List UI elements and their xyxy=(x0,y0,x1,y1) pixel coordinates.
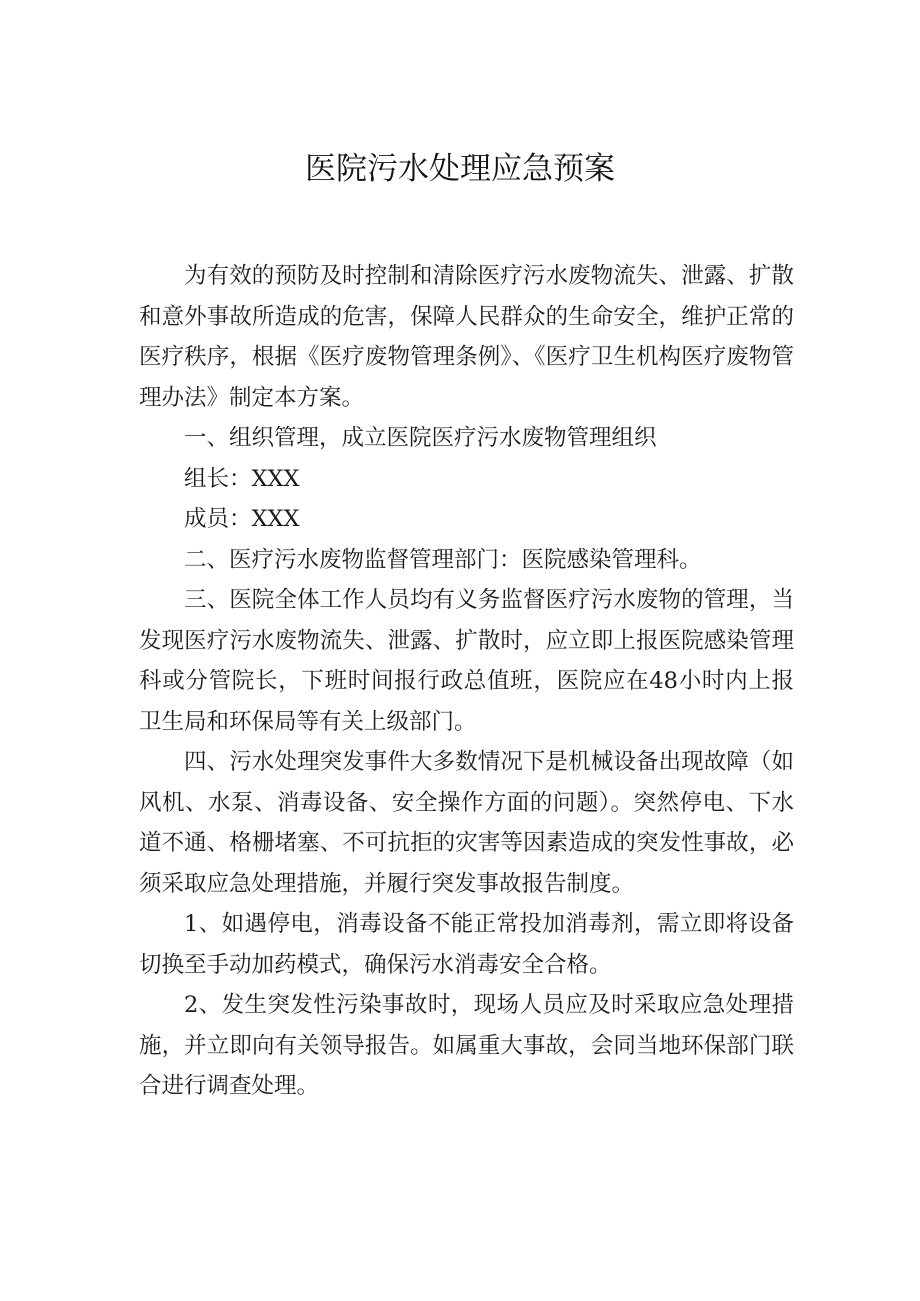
document-body xyxy=(139,256,794,1107)
paragraph-section-4: 四、污水处理突发事件大多数情况下是机械设备出现故障（如风机、水泵、消毒设备、安全操作方面的问题）。突然停电、下水道不通、格栅堵塞、不可抗拒的灾害等因素造成的突发性事故，必须采取应急处理措施，并履行突发事故报告制度。 xyxy=(139,749,794,897)
paragraph-item-2: 2、发生突发性污染事故时，现场人员应及时采取应急处理措施，并立即向有关领导报告。如属重大事故，会同当地环保部门联合进行调查处理。 xyxy=(139,992,794,1099)
paragraph-group-members: 成员：XXX xyxy=(184,506,300,532)
paragraph-group-leader: 组长：XXX xyxy=(184,465,300,492)
paragraph-intro: 为有效的预防及时控制和清除医疗污水废物流失、泄露、扩散和意外事故所造成的危害，保障人民群众的生命安全，维护正常的医疗秩序，根据《医疗废物管理条例》、《医疗卫生机构医疗废物管理办法》制定本方案。 xyxy=(139,263,794,411)
paragraph-item-1: 1、如遇停电，消毒设备不能正常投加消毒剂，需立即将设备切换至手动加药模式，确保污水消毒安全合格。 xyxy=(139,911,794,978)
document-title: 医院污水处理应急预案 xyxy=(305,151,615,187)
paragraph-section-1: 一、组织管理，成立医院医疗污水废物管理组织 xyxy=(184,425,657,451)
paragraph-section-3: 三、医院全体工作人员均有义务监督医疗污水废物的管理，当发现医疗污水废物流失、泄露、扩散时，应立即上报医院感染管理科或分管院长，下班时间报行政总值班，医院应在48小时内上报卫生局和环保局等有关上级部门。 xyxy=(139,587,794,735)
paragraph-section-2: 二、医疗污水废物监督管理部门：医院感染管理科。 xyxy=(184,546,702,573)
